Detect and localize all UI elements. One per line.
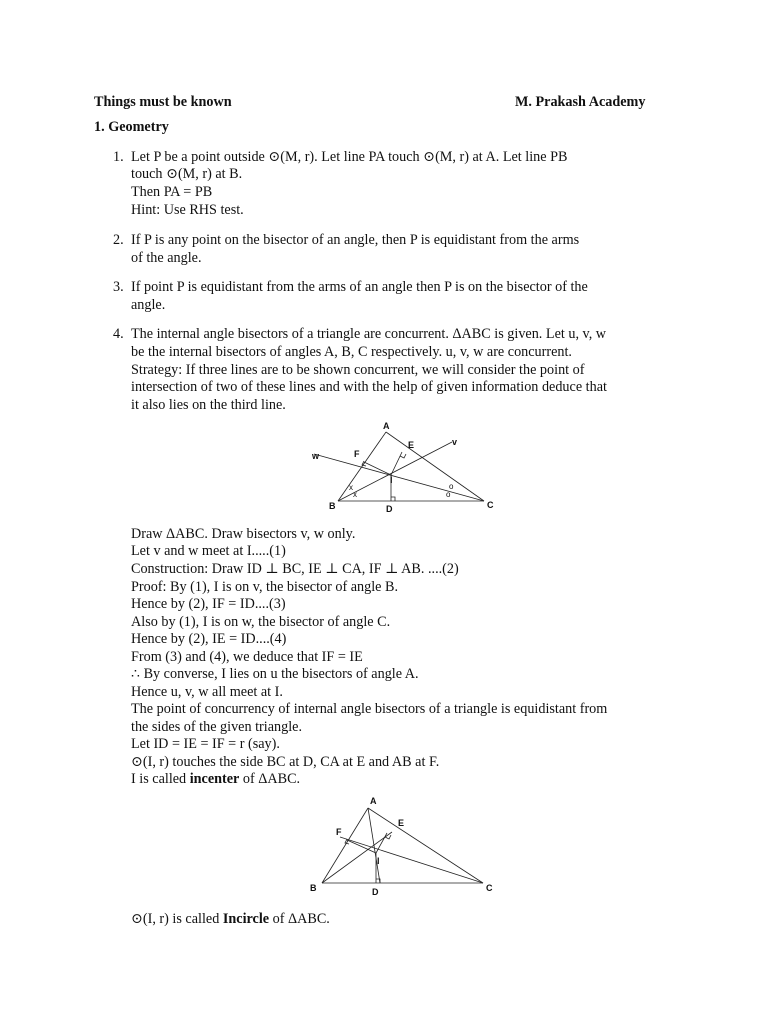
fig2-label-d: D: [372, 887, 379, 897]
proof-line: Construction: Draw ID ⊥ BC, IE ⊥ CA, IF ⊥ AB. ....(2): [131, 561, 459, 577]
item-line: Strategy: If three lines are to be shown concurrent, we will consider the point of: [131, 362, 585, 378]
fig2-label-f: F: [336, 827, 342, 837]
proof-line: Draw ΔABC. Draw bisectors v, w only.: [131, 526, 356, 542]
header-left: Things must be known: [94, 94, 232, 110]
incircle-term: Incircle: [222, 911, 270, 927]
incircle-definition: [131, 912, 330, 926]
proof-line: From (3) and (4), we deduce that IF = IE: [131, 649, 363, 665]
fig2-label-a: A: [370, 796, 377, 806]
fig1-angle-mark-o: o: [446, 490, 451, 499]
incircle-post: of ΔABC.: [269, 911, 330, 927]
item-line: intersection of two of these lines and with the help of given information deduce that: [131, 379, 607, 395]
triangle-figure-bisectors: [300, 418, 510, 518]
proof-line: ⊙(I, r) touches the side BC at D, CA at E and AB at F.: [131, 754, 440, 770]
proof-line: ∴ By converse, I lies on u the bisectors of angle A.: [131, 666, 419, 682]
proof-line: Hence by (2), IF = ID....(3): [131, 596, 286, 612]
fig1-label-c: C: [487, 500, 494, 510]
proof-line: Let v and w meet at I.....(1): [131, 543, 286, 559]
item-line: If P is any point on the bisector of an angle, then P is equidistant from the arms: [131, 232, 580, 248]
fig2-label-c: C: [486, 883, 493, 893]
proof-line: the sides of the given triangle.: [131, 719, 302, 735]
fig1-label-w: w: [312, 451, 320, 461]
fig1-label-f: F: [354, 449, 360, 459]
item-number: 2.: [113, 232, 124, 248]
fig1-angle-mark-x: x: [353, 490, 357, 499]
item-line: Let P be a point outside ⊙(M, r). Let line PA touch ⊙(M, r) at A. Let line PB: [131, 149, 568, 165]
incircle-pre: ⊙(I, r) is called: [131, 911, 223, 927]
proof-line: Let ID = IE = IF = r (say).: [131, 736, 280, 752]
item-line: Then PA = PB: [131, 184, 213, 200]
fig1-label-d: D: [386, 504, 393, 514]
proof-line: Hence u, v, w all meet at I.: [131, 684, 283, 700]
incenter-pre: I is called: [131, 771, 190, 787]
fig1-angle-mark-x: x: [349, 483, 353, 492]
fig1-label-v: v: [452, 437, 458, 447]
fig2-label-b: B: [310, 883, 317, 893]
item-line: If point P is equidistant from the arms of an angle then P is on the bisector of the: [131, 279, 588, 295]
triangle-figure-incenter: [300, 792, 510, 897]
fig1-label-i: I: [390, 475, 393, 485]
item-number: 4.: [113, 326, 124, 342]
header-right: M. Prakash Academy: [515, 94, 646, 110]
item-line: of the angle.: [131, 250, 202, 266]
item-line: The internal angle bisectors of a triangle are concurrent. ΔABC is given. Let u, v, w: [131, 326, 607, 342]
incenter-term: incenter: [189, 771, 240, 787]
fig2-label-e: E: [398, 818, 405, 828]
item-number: 1.: [113, 149, 124, 165]
item-line: angle.: [131, 297, 166, 313]
incenter-post: of ΔABC.: [239, 771, 301, 787]
fig1-label-b: B: [329, 501, 336, 511]
item-line: it also lies on the third line.: [131, 397, 286, 413]
fig1-label-e: E: [408, 440, 415, 450]
fig2-label-i: I: [377, 856, 380, 866]
proof-line: The point of concurrency of internal angle bisectors of a triangle is equidistant from: [131, 701, 608, 717]
proof-line: Proof: By (1), I is on v, the bisector of angle B.: [131, 579, 399, 595]
item-line: Hint: Use RHS test.: [131, 202, 244, 218]
proof-line: Also by (1), I is on w, the bisector of angle C.: [131, 614, 391, 630]
item-line: be the internal bisectors of angles A, B, C respectively. u, v, w are concurrent.: [131, 344, 572, 360]
item-number: 3.: [113, 279, 124, 295]
fig1-label-a: A: [383, 421, 390, 431]
item-line: touch ⊙(M, r) at B.: [131, 166, 243, 182]
proof-line: Hence by (2), IE = ID....(4): [131, 631, 287, 647]
incenter-definition: [131, 772, 300, 786]
section-title: 1. Geometry: [94, 119, 169, 135]
fig1-angle-mark-o: o: [449, 482, 454, 491]
